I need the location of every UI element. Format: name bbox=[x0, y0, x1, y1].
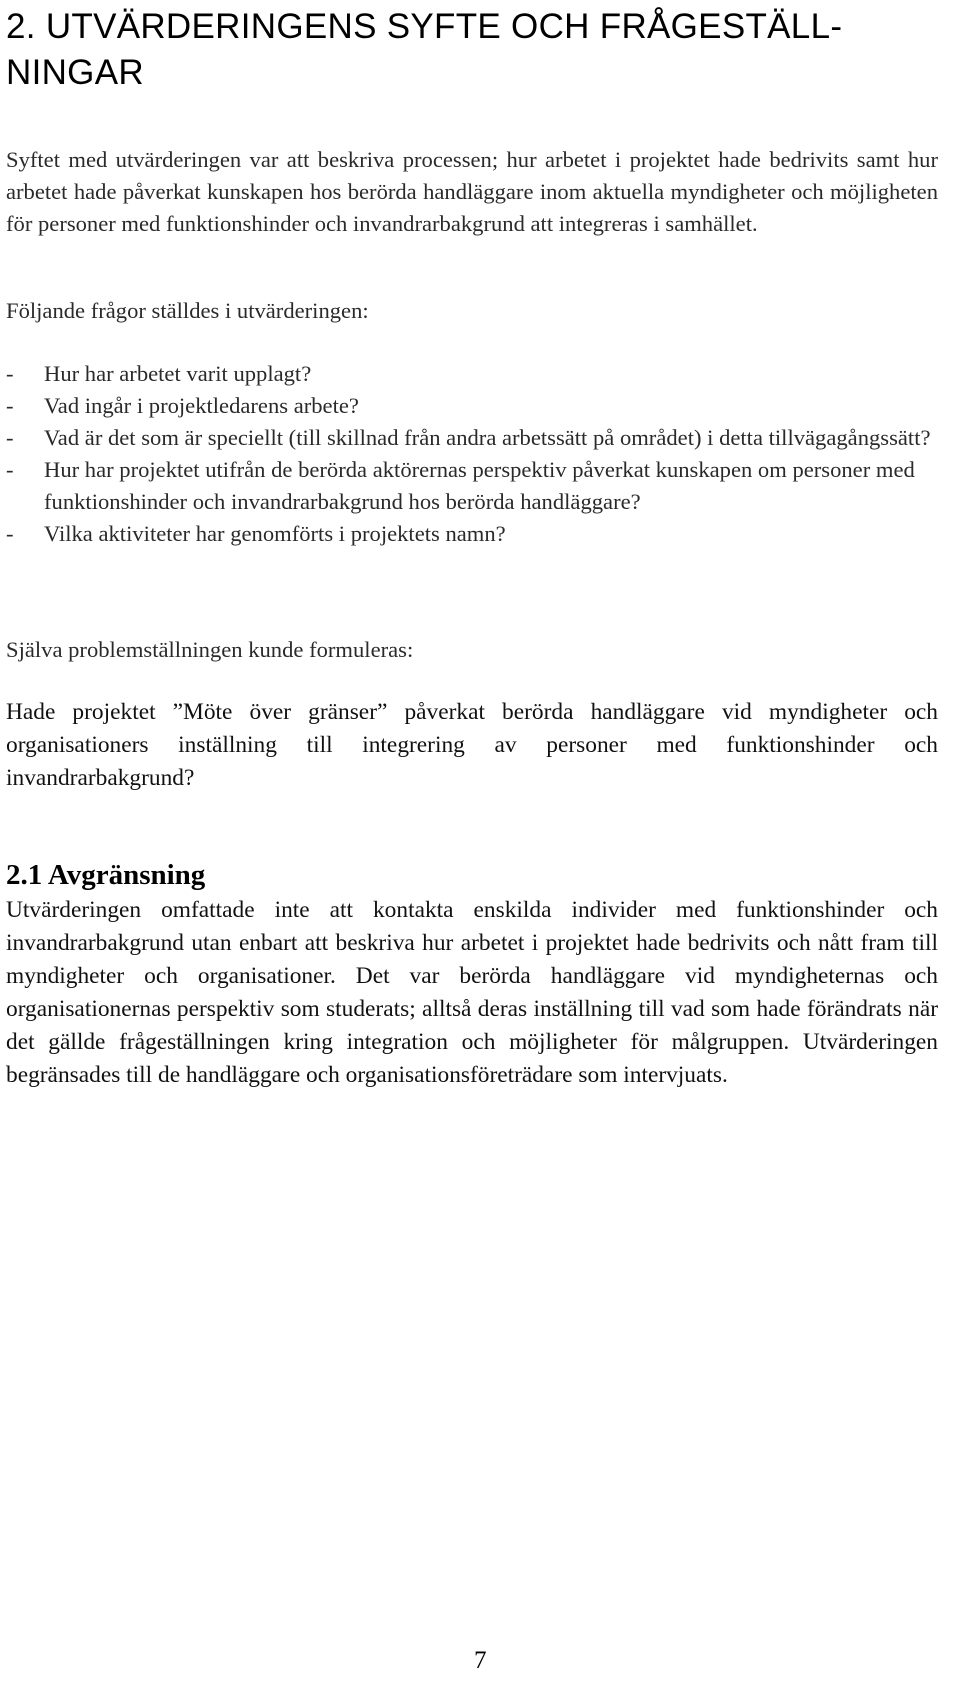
list-marker: - bbox=[6, 457, 14, 482]
section-title: Avgränsning bbox=[47, 859, 206, 891]
list-item bbox=[6, 358, 938, 390]
problem-intro: Själva problemställningen kunde formuleras: bbox=[6, 637, 414, 662]
purpose-paragraph: Syftet med utvärderingen var att beskriva processen; hur arbetet i projektet hade bedrivits samt hur arbetet hade påverkat kunskapen hos berörda handläggare inom aktuella myndigheter och möjligheten för personer med funktionshinder och invandrarbakgrund att integreras i samhället. bbox=[6, 147, 938, 236]
chapter-heading-line-1: 2. UTVÄRDERINGENS SYFTE OCH FRÅGESTÄLL- bbox=[6, 7, 843, 46]
list-item bbox=[6, 422, 938, 454]
list-item bbox=[6, 454, 938, 518]
list-item bbox=[6, 518, 938, 550]
question-text: Vad är det som är speciellt (till skillnad från andra arbetssätt på området) i detta tillvägagångssätt? bbox=[44, 425, 931, 450]
questions-list bbox=[6, 358, 938, 550]
chapter-heading-line-2: NINGAR bbox=[6, 53, 144, 92]
question-text: Hur har projektet utifrån de berörda aktörernas perspektiv påverkat kunskapen om personer med funktionshinder och invandrarbakgrund hos berörda handläggare? bbox=[44, 457, 915, 514]
questions-intro: Följande frågor ställdes i utvärderingen: bbox=[6, 298, 369, 323]
page-number: 7 bbox=[474, 1647, 487, 1674]
question-text: Vilka aktiviteter har genomförts i projektets namn? bbox=[44, 521, 506, 546]
section-body: Utvärderingen omfattade inte att kontakta enskilda individer med funktionshinder och invandrarbakgrund utan enbart att beskriva hur arbetet i projektet hade bedrivits och nått fram till myndigheter och organisationer. Det var berörda handläggare vid myndigheternas och organisationernas perspektiv som studerats; alltså deras inställning till vad som hade förändrats när det gällde frågeställningen kring integration och möjligheter för målgruppen. Utvärderingen begränsades till de handläggare och organisationsföreträdare som intervjuats. bbox=[6, 897, 938, 1088]
question-text: Hur har arbetet varit upplagt? bbox=[44, 361, 312, 386]
problem-statement: Hade projektet ”Möte över gränser” påverkat berörda handläggare vid myndigheter och organisationers inställning till integrering av personer med funktionshinder och invandrarbakgrund? bbox=[6, 699, 938, 791]
section-number: 2.1 bbox=[6, 859, 43, 891]
list-item bbox=[6, 390, 938, 422]
chapter-heading bbox=[6, 4, 936, 96]
list-marker: - bbox=[6, 521, 14, 546]
list-marker: - bbox=[6, 393, 14, 418]
question-text: Vad ingår i projektledarens arbete? bbox=[44, 393, 359, 418]
list-marker: - bbox=[6, 361, 14, 386]
section-heading bbox=[6, 857, 205, 893]
list-marker: - bbox=[6, 425, 14, 450]
